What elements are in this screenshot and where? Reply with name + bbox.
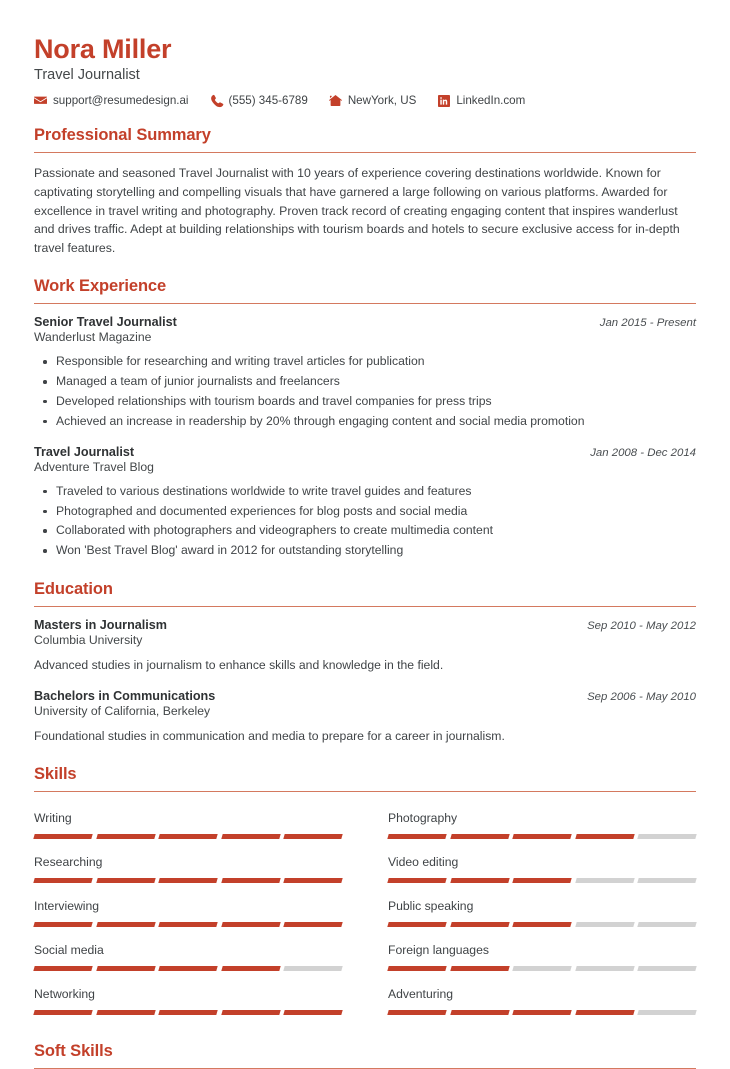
- job-role: Travel Journalist: [34, 444, 135, 459]
- skill-segment: [158, 966, 217, 971]
- skill-segment: [33, 834, 92, 839]
- job-bullets: [34, 352, 696, 432]
- section-title-experience: Work Experience: [34, 277, 167, 296]
- skill-rating-bar: [34, 1010, 342, 1015]
- skill-segment: [575, 1010, 634, 1015]
- contact-email-text: support@resumedesign.ai: [53, 94, 189, 108]
- linkedin-icon: [437, 94, 450, 107]
- skill-rating-bar: [388, 966, 696, 971]
- skill-item: [34, 802, 342, 846]
- home-icon: [329, 94, 342, 107]
- skill-segment: [221, 966, 280, 971]
- skill-segment: [284, 966, 343, 971]
- skill-name: Adventuring: [388, 987, 454, 1002]
- list-item: Traveled to various destinations worldwide to write travel guides and features: [56, 482, 696, 502]
- skill-name: Writing: [34, 811, 72, 826]
- school-name: University of California, Berkeley: [34, 703, 211, 718]
- skill-segment: [512, 966, 571, 971]
- contact-phone[interactable]: [210, 94, 308, 107]
- entry-header: [34, 315, 696, 329]
- skill-segment: [575, 922, 634, 927]
- skill-segment: [33, 966, 92, 971]
- contact-linkedin[interactable]: [437, 94, 525, 107]
- skill-segment: [450, 922, 509, 927]
- skill-segment: [284, 834, 343, 839]
- section-title-education: Education: [34, 580, 113, 599]
- list-item: Won 'Best Travel Blog' award in 2012 for outstanding storytelling: [56, 541, 696, 561]
- skill-segment: [221, 834, 280, 839]
- section-title-soft-skills: Soft Skills: [34, 1042, 113, 1061]
- skill-segment: [512, 878, 571, 883]
- list-item: Developed relationships with tourism boards and travel companies for press trips: [56, 392, 696, 412]
- job-employer: Wanderlust Magazine: [34, 330, 152, 345]
- skill-rating-bar: [388, 878, 696, 883]
- skill-segment: [450, 1010, 509, 1015]
- skill-name: Researching: [34, 855, 103, 870]
- skill-segment: [575, 834, 634, 839]
- skill-item: [34, 978, 342, 1022]
- skill-segment: [158, 1010, 217, 1015]
- skill-segment: [284, 1010, 343, 1015]
- section-title-summary: Professional Summary: [34, 126, 211, 145]
- skill-segment: [221, 922, 280, 927]
- entry-header: [34, 689, 696, 703]
- skill-segment: [450, 834, 509, 839]
- school-name: Columbia University: [34, 633, 143, 648]
- skill-segment: [512, 922, 571, 927]
- contact-email[interactable]: [34, 94, 189, 107]
- section-divider: [34, 152, 696, 153]
- skill-segment: [96, 966, 155, 971]
- section-soft-skills: [34, 1042, 696, 1069]
- skill-segment: [158, 922, 217, 927]
- skill-name: Networking: [34, 987, 95, 1002]
- skill-segment: [638, 878, 697, 883]
- list-item: Responsible for researching and writing travel articles for publication: [56, 352, 696, 372]
- skill-segment: [575, 878, 634, 883]
- experience-entry: [34, 445, 696, 562]
- skill-segment: [96, 878, 155, 883]
- skill-segment: [387, 922, 446, 927]
- skill-segment: [158, 878, 217, 883]
- skill-rating-bar: [34, 922, 342, 927]
- job-role: Senior Travel Journalist: [34, 315, 177, 330]
- skill-segment: [387, 878, 446, 883]
- skill-segment: [638, 966, 697, 971]
- skill-segment: [387, 1010, 446, 1015]
- skill-segment: [638, 1010, 697, 1015]
- resume-header: [34, 34, 696, 107]
- skill-item: [388, 934, 696, 978]
- phone-icon: [210, 94, 223, 107]
- list-item: Collaborated with photographers and videographers to create multimedia content: [56, 521, 696, 541]
- skill-segment: [33, 922, 92, 927]
- skill-name: Public speaking: [388, 899, 474, 914]
- skill-segment: [284, 922, 343, 927]
- skill-item: [388, 890, 696, 934]
- skill-segment: [575, 966, 634, 971]
- skill-segment: [450, 966, 509, 971]
- contact-row: [34, 94, 696, 107]
- list-item: Achieved an increase in readership by 20% through engaging content and social media promotion: [56, 412, 696, 432]
- contact-location[interactable]: [329, 94, 417, 107]
- list-item: Photographed and documented experiences for blog posts and social media: [56, 502, 696, 522]
- section-divider: [34, 606, 696, 607]
- skill-segment: [96, 922, 155, 927]
- skill-segment: [33, 1010, 92, 1015]
- skill-rating-bar: [34, 878, 342, 883]
- degree-description: Foundational studies in communication and media to prepare for a career in journalism.: [34, 728, 505, 743]
- contact-linkedin-text: LinkedIn.com: [456, 94, 526, 108]
- email-icon: [34, 94, 47, 107]
- skill-segment: [512, 834, 571, 839]
- degree-title: Bachelors in Communications: [34, 688, 216, 703]
- skill-item: [388, 846, 696, 890]
- skills-grid: [34, 802, 696, 1022]
- contact-location-text: NewYork, US: [347, 94, 417, 108]
- entry-header: [34, 445, 696, 459]
- contact-phone-text: (555) 345-6789: [228, 94, 308, 108]
- degree-date-range: Sep 2006 - May 2010: [587, 690, 696, 703]
- degree-date-range: Sep 2010 - May 2012: [587, 620, 696, 633]
- experience-entry: [34, 315, 696, 432]
- skill-name: Social media: [34, 943, 104, 958]
- skill-segment: [96, 1010, 155, 1015]
- skill-item: [34, 934, 342, 978]
- skill-segment: [284, 878, 343, 883]
- skill-segment: [221, 878, 280, 883]
- education-entry: [34, 618, 696, 676]
- skill-segment: [221, 1010, 280, 1015]
- skill-item: [388, 978, 696, 1022]
- degree-title: Masters in Journalism: [34, 618, 167, 633]
- skill-segment: [387, 834, 446, 839]
- skill-segment: [638, 834, 697, 839]
- skill-segment: [158, 834, 217, 839]
- skill-rating-bar: [34, 834, 342, 839]
- skill-segment: [450, 878, 509, 883]
- section-divider: [34, 791, 696, 792]
- skill-rating-bar: [388, 922, 696, 927]
- skill-segment: [33, 878, 92, 883]
- job-employer: Adventure Travel Blog: [34, 459, 154, 474]
- job-bullets: [34, 482, 696, 562]
- skill-item: [34, 890, 342, 934]
- job-date-range: Jan 2008 - Dec 2014: [590, 446, 696, 459]
- entry-header: [34, 618, 696, 632]
- summary-text: Passionate and seasoned Travel Journalist with 10 years of experience covering destinations worldwide. Known for captivating storytelling and compelling visuals that have garnered a large following on various platforms. Awarded for excellence in travel writing and photography. Proven track record of creating engaging content that inspires wanderlust and drives traffic. Adept at building relationships with tourism boards and hotels to secure exclusive access for in-depth travel features.: [34, 166, 680, 256]
- skill-rating-bar: [34, 966, 342, 971]
- degree-description: Advanced studies in journalism to enhance skills and knowledge in the field.: [34, 658, 444, 673]
- section-education: [34, 580, 696, 746]
- job-date-range: Jan 2015 - Present: [599, 317, 696, 330]
- skill-item: [34, 846, 342, 890]
- section-skills: [34, 765, 696, 1022]
- skill-name: Photography: [388, 811, 458, 826]
- skill-name: Video editing: [388, 855, 459, 870]
- list-item: Managed a team of junior journalists and freelancers: [56, 372, 696, 392]
- section-professional-summary: [34, 126, 696, 258]
- skill-name: Foreign languages: [388, 943, 489, 958]
- section-title-skills: Skills: [34, 765, 77, 784]
- section-divider: [34, 303, 696, 304]
- skill-segment: [638, 922, 697, 927]
- skill-name: Interviewing: [34, 899, 100, 914]
- skill-item: [388, 802, 696, 846]
- skill-rating-bar: [388, 834, 696, 839]
- education-entry: [34, 689, 696, 747]
- skill-segment: [512, 1010, 571, 1015]
- skill-rating-bar: [388, 1010, 696, 1015]
- candidate-name: Nora Miller: [34, 34, 172, 64]
- skill-segment: [96, 834, 155, 839]
- skill-segment: [387, 966, 446, 971]
- candidate-job-title: Travel Journalist: [34, 67, 140, 84]
- section-work-experience: [34, 277, 696, 561]
